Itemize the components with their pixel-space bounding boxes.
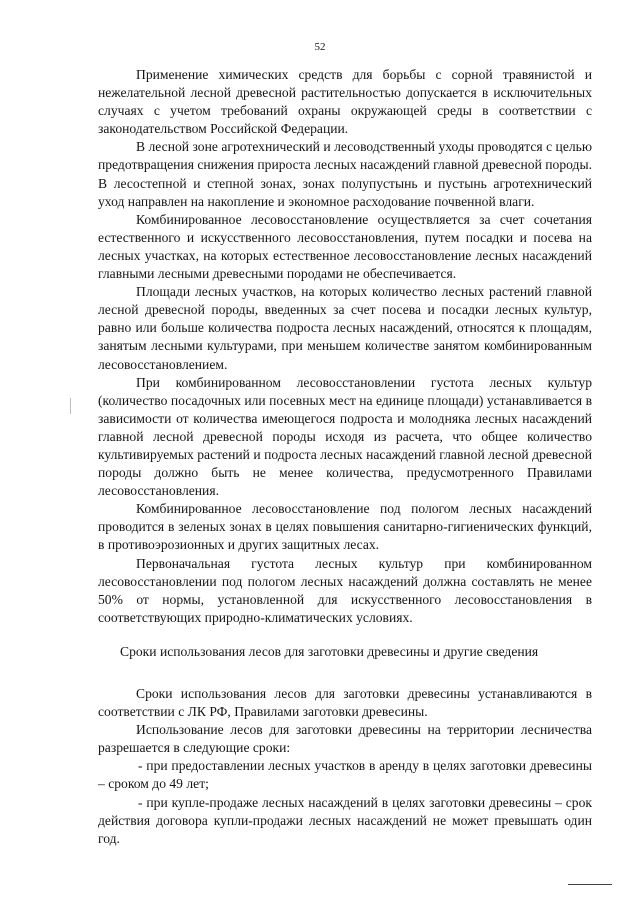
page-number: 52 <box>314 41 326 53</box>
paragraph-terms-basis: Сроки использования лесов для заготовки древесины устанавливаются в соответствии с ЛК РФ, Правилами заготовки древесины. <box>98 686 592 720</box>
document-body <box>98 66 592 848</box>
list-item-lease-term: - при предоставлении лесных участков в аренду в целях заготовки древесины – сроком до 49 лет; <box>98 758 592 792</box>
paragraph-combined-reforestation: Комбинированное лесовосстановление осуществляется за счет сочетания естественного и искусственного лесовосстановления, путем посадки и посева на лесных участках, на которых естественное лесовосстановление лесных насаждений главными лесными древесными породами не обеспечивается. <box>98 211 592 282</box>
paragraph-chemical-control: Применение химических средств для борьбы с сорной травянистой и нежелательной лесной древесной растительностью допускается в исключительных случаях с учетом требований охраны окружающей среды в соответствии с законодательством Российской Федерации. <box>98 67 592 137</box>
margin-mark <box>70 398 71 414</box>
section-heading: Сроки использования лесов для заготовки древесины и другие сведения <box>120 643 539 659</box>
paragraph-under-canopy: Комбинированное лесовосстановление под пологом лесных насаждений проводится в зеленых зонах в целях повышения санитарно-гигиенических функций, в противоэрозионных и других защитных лесах. <box>98 501 592 553</box>
footer-rule <box>568 884 612 885</box>
paragraph-plot-areas: Площади лесных участков, на которых количество лесных растений главной лесной древесной породы, введенных за счет посева и посадки лесных культур, равно или больше количества подроста лесных насаждений, относятся к площадям, занятым лесными культурами, при меньшем количестве занятом комбинированным лесовосстановлением. <box>98 284 592 372</box>
paragraph-agrotechnical-care: В лесной зоне агротехнический и лесоводственный уходы проводятся с целью предотвращения снижения прироста лесных насаждений главной древесной породы. В лесостепной и степной зонах, зонах полупустынь и пустынь агротехнический уход направлен на накопление и экономное расходование почвенной влаги. <box>98 139 592 209</box>
paragraph-culture-density: При комбинированном лесовосстановлении густота лесных культур (количество посадочных или посевных мест на единице площади) устанавливается в зависимости от количества имеющегося подроста и молодняка лесных насаждений главной лесной древесной породы исходя из расчета, что общее количество культивируемых растений и подроста лесных насаждений главной лесной древесной породы должно быть не менее количества, предусмотренного Правилами лесовосстановления. <box>98 374 592 499</box>
paragraph-terms-intro: Использование лесов для заготовки древесины на территории лесничества разрешается в следующие сроки: <box>98 722 592 756</box>
list-item-sale-term: - при купле-продаже лесных насаждений в целях заготовки древесины – срок действия договора купли-продажи лесных насаждений не может превышать один год. <box>98 794 592 846</box>
paragraph-initial-density: Первоначальная густота лесных культур при комбинированном лесовосстановлении под пологом лесных насаждений должна составлять не менее 50% от нормы, установленной для искусственного лесовосстановления в соответствующих природно-климатических условиях. <box>98 555 592 625</box>
